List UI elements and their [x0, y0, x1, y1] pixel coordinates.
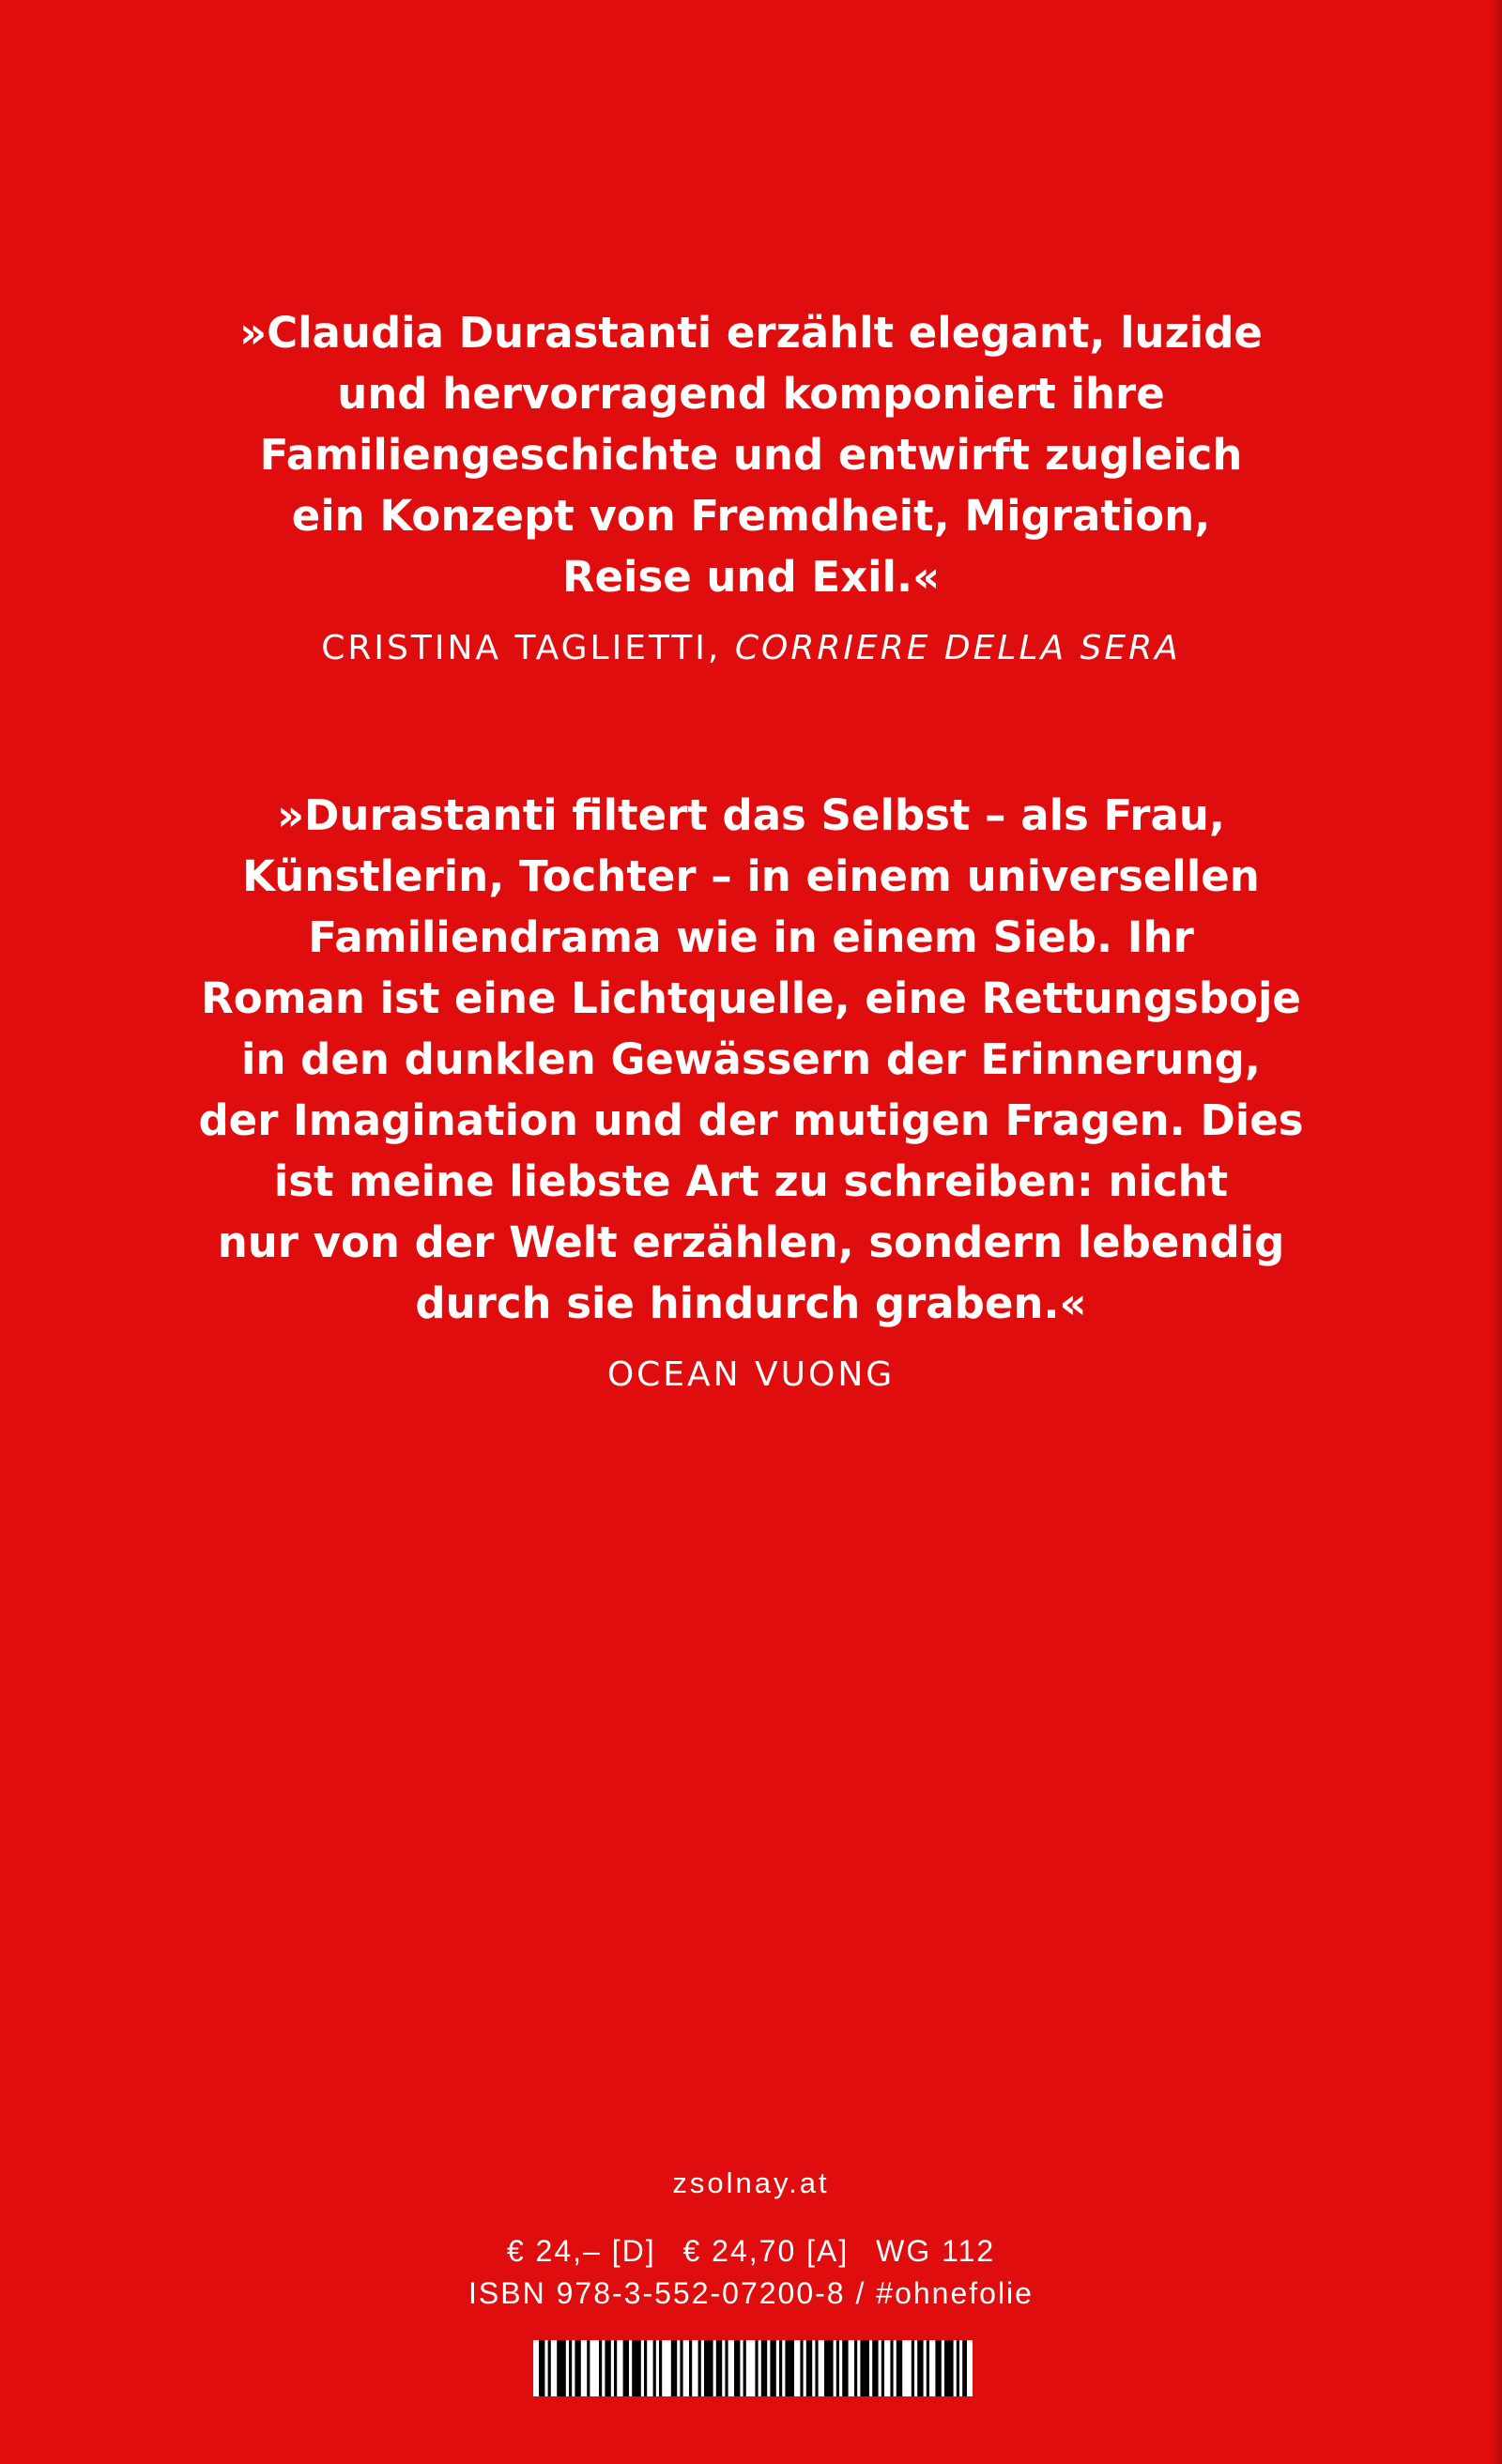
attribution-author: OCEAN VUONG — [606, 1355, 896, 1394]
quote-line: durch sie hindurch graben.« — [415, 1278, 1087, 1328]
publisher-website: zsolnay.at — [672, 2166, 830, 2199]
barcode-bar — [815, 2340, 818, 2396]
quote-attribution — [0, 1354, 1502, 1396]
barcode-bar — [743, 2340, 746, 2396]
quote-line: Reise und Exil.« — [561, 552, 941, 602]
barcode-bar — [632, 2340, 641, 2396]
barcode-bar — [569, 2340, 572, 2396]
isbn-line: ISBN 978-3-552-07200-8 / #ohnefolie — [468, 2276, 1034, 2310]
barcode-bar — [734, 2340, 740, 2396]
quote-line: ist meine liebste Art zu schreiben: nicht — [273, 1156, 1229, 1206]
quote-text — [0, 302, 1502, 607]
barcode-bar — [800, 2340, 803, 2396]
barcode-bar — [806, 2340, 812, 2396]
barcode-bar — [659, 2340, 662, 2396]
quote-line: ein Konzept von Fremdheit, Migration, — [291, 491, 1211, 541]
barcode-bar — [680, 2340, 682, 2396]
barcode-bar — [785, 2340, 794, 2396]
barcode-bar — [935, 2340, 941, 2396]
barcode-bar — [917, 2340, 923, 2396]
barcode-bar — [599, 2340, 602, 2396]
barcode — [533, 2340, 973, 2396]
barcode-bar — [698, 2340, 701, 2396]
quote-attribution — [0, 628, 1502, 669]
barcode-bar — [770, 2340, 775, 2396]
barcode-bar — [962, 2340, 967, 2396]
attribution-author: CRISTINA TAGLIETTI, — [321, 629, 735, 667]
quote-line: »Claudia Durastanti erzählt elegant, luzide — [239, 308, 1263, 358]
quote-line: Roman ist eine Lichtquelle, eine Rettungsboje — [201, 973, 1301, 1023]
product-group: WG 112 — [876, 2234, 996, 2268]
barcode-bar — [872, 2340, 878, 2396]
barcode-bar — [897, 2340, 902, 2396]
quote-line: Künstlerin, Tochter – in einem universellen — [242, 851, 1260, 901]
quote-line: in den dunklen Gewässern der Erinnerung, — [241, 1034, 1261, 1084]
barcode-bar — [842, 2340, 848, 2396]
barcode-bar — [587, 2340, 590, 2396]
barcode-bar — [927, 2340, 929, 2396]
barcode-bar — [653, 2340, 656, 2396]
barcode-bar — [614, 2340, 617, 2396]
barcode-icon — [533, 2340, 973, 2396]
barcode-bar — [704, 2340, 713, 2396]
quote-line: Familiendrama wie in einem Sieb. Ihr — [308, 912, 1194, 962]
price-austria: € 24,70 [A] — [682, 2234, 850, 2268]
quote-line: nur von der Welt erzählen, sondern lebendig — [217, 1217, 1285, 1267]
barcode-bar — [716, 2340, 722, 2396]
barcode-bar — [623, 2340, 629, 2396]
barcode-bar — [881, 2340, 884, 2396]
barcode-bar — [890, 2340, 893, 2396]
price-line — [0, 2232, 1502, 2270]
barcode-bar — [944, 2340, 954, 2396]
barcode-bar — [957, 2340, 959, 2396]
barcode-bar — [671, 2340, 677, 2396]
barcode-bar — [761, 2340, 767, 2396]
barcode-bar — [860, 2340, 869, 2396]
barcode-bar — [912, 2340, 914, 2396]
quote-line: der Imagination und der mutigen Fragen. Dies — [198, 1095, 1304, 1145]
quote-line: Familiengeschichte und entwirft zugleich — [259, 430, 1243, 480]
barcode-bar — [539, 2340, 544, 2396]
barcode-bar — [824, 2340, 834, 2396]
barcode-bar — [779, 2340, 782, 2396]
quote-line: und hervorragend komponiert ihre — [337, 369, 1165, 419]
barcode-bar — [689, 2340, 692, 2396]
quote-block-vuong — [0, 785, 1502, 1396]
quote-block-taglietti — [0, 302, 1502, 669]
barcode-bar — [836, 2340, 839, 2396]
barcode-bar — [725, 2340, 728, 2396]
barcode-bar — [854, 2340, 857, 2396]
barcode-bar — [557, 2340, 566, 2396]
attribution-source: CORRIERE DELLA SERA — [734, 629, 1181, 667]
quote-line: »Durastanti filtert das Selbst – als Frau, — [276, 790, 1226, 840]
quote-text — [0, 785, 1502, 1334]
barcode-bar — [644, 2340, 647, 2396]
barcode-bar — [755, 2340, 758, 2396]
barcode-bar — [575, 2340, 580, 2396]
barcode-bar — [605, 2340, 610, 2396]
barcode-bar — [548, 2340, 551, 2396]
price-germany: € 24,– [D] — [506, 2234, 656, 2268]
